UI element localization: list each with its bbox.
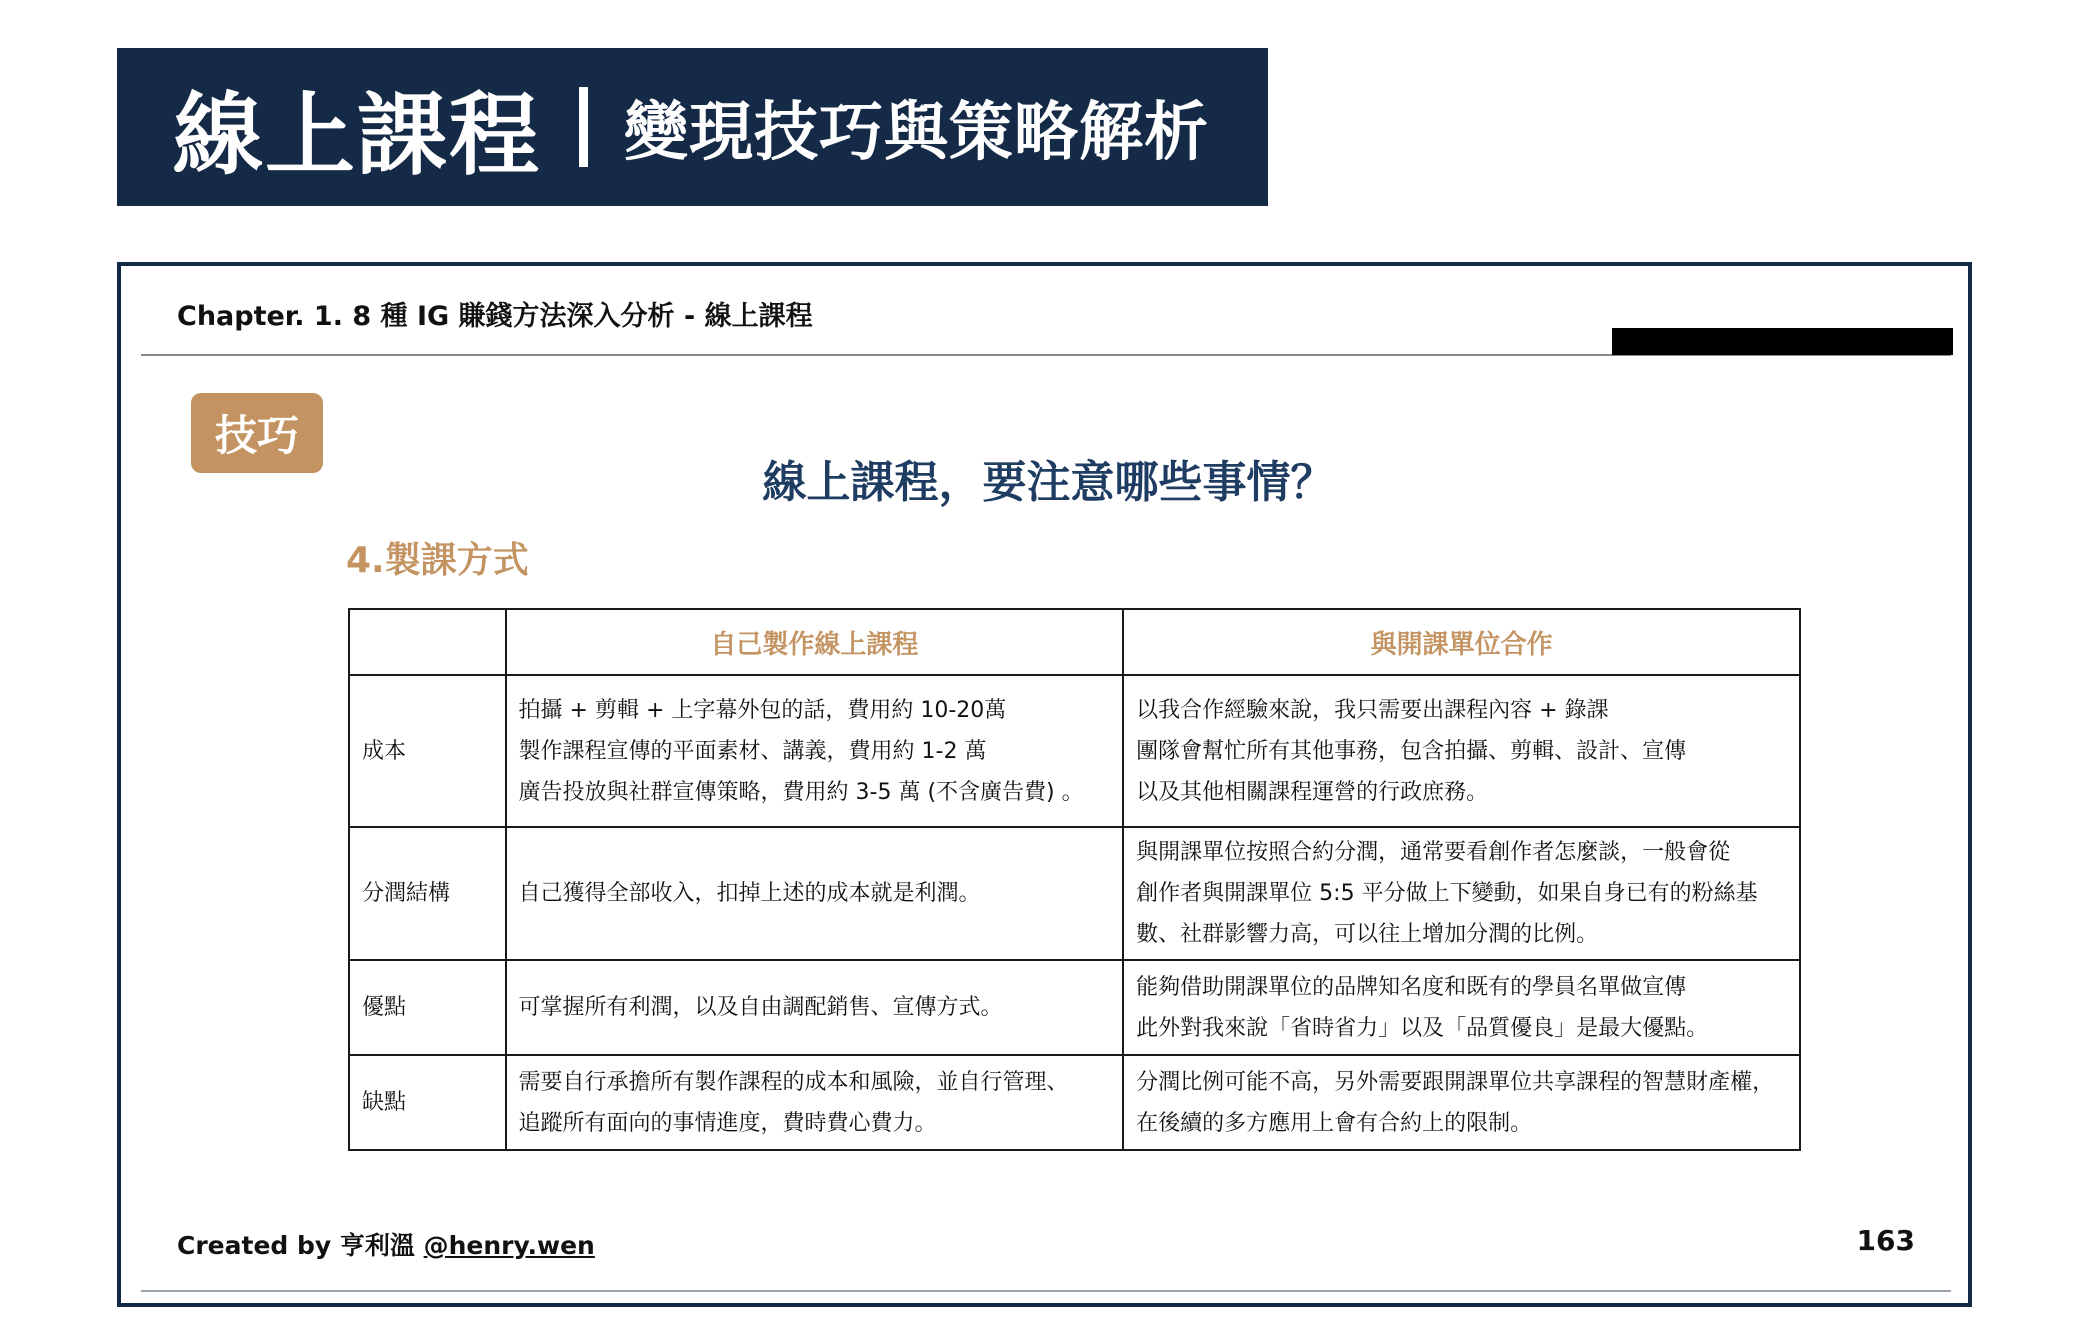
cell-partner-revenue-share: [1123, 827, 1800, 960]
header-cell-self: 自己製作線上課程: [506, 609, 1124, 675]
cell-line: 與開課單位按照合約分潤，通常要看創作者怎麼談，一般會從: [1136, 840, 1731, 865]
table-header-row: [349, 609, 1800, 675]
cell-line: 團隊會幫忙所有其他事務，包含拍攝、剪輯、設計、宣傳: [1136, 738, 1687, 764]
cell-line: 需要自行承擔所有製作課程的成本和風險，並自行管理、: [518, 1069, 1069, 1095]
footer-credit: [177, 1226, 595, 1262]
cell-partner-pros: [1123, 960, 1800, 1055]
cell-line: 可掌握所有利潤，以及自由調配銷售、宣傳方式。: [518, 995, 1003, 1020]
row-label-pros: 優點: [349, 960, 506, 1055]
cell-partner-cost: [1123, 675, 1800, 827]
slide-title: 線上課程，要注意哪些事情？: [762, 457, 1335, 508]
table-row: [349, 1055, 1800, 1150]
row-label-cost: 成本: [349, 675, 506, 827]
cell-partner-cons: [1123, 1055, 1800, 1150]
title-banner: [117, 48, 1268, 206]
comparison-table: [348, 608, 1801, 1151]
table-row: [349, 675, 1800, 827]
cell-line: 廣告投放與社群宣傳策略，費用約 3-5 萬 (不含廣告費) 。: [518, 779, 1084, 805]
cell-self-cons: [506, 1055, 1124, 1150]
tip-badge: 技巧: [191, 393, 323, 473]
row-label-cons: 缺點: [349, 1055, 506, 1150]
cell-line: 創作者與開課單位 5:5 平分做上下變動，如果自身已有的粉絲基: [1136, 881, 1758, 906]
cell-line: 數、社群影響力高，可以往上增加分潤的比例。: [1136, 922, 1599, 947]
cell-self-pros: [506, 960, 1124, 1055]
cell-line: 拍攝 + 剪輯 + 上字幕外包的話，費用約 10-20萬: [518, 697, 1007, 723]
footer-created-by: Created by 亨利溫: [177, 1231, 424, 1260]
header-accent-bar: [1612, 328, 1953, 355]
page-number: 163: [1856, 1224, 1915, 1257]
table-row: [349, 960, 1800, 1055]
cell-line: 追蹤所有面向的事情進度，費時費心費力。: [518, 1110, 937, 1136]
banner-title: 線上課程: [173, 83, 541, 188]
chapter-heading: Chapter. 1. 8 種 IG 賺錢方法深入分析 - 線上課程: [177, 301, 813, 332]
cell-line: 以及其他相關課程運營的行政庶務。: [1136, 779, 1489, 805]
cell-self-cost: [506, 675, 1124, 827]
cell-line: 自己獲得全部收入，扣掉上述的成本就是利潤。: [518, 881, 981, 906]
banner-separator: [579, 87, 588, 167]
section-heading: 4.製課方式: [346, 540, 529, 581]
slide-page: [117, 262, 1972, 1307]
cell-line: 以我合作經驗來說，我只需要出課程內容 + 錄課: [1136, 697, 1609, 723]
cell-line: 製作課程宣傳的平面素材、講義，費用約 1-2 萬: [518, 738, 987, 764]
banner-subtitle: 變現技巧與策略解析: [624, 96, 1209, 170]
cell-line: 分潤比例可能不高，另外需要跟開課單位共享課程的智慧財產權，: [1136, 1069, 1775, 1095]
cell-line: 能夠借助開課單位的品牌知名度和既有的學員名單做宣傳: [1136, 974, 1687, 1000]
cell-self-revenue-share: [506, 827, 1124, 960]
row-label-revenue-share: 分潤結構: [349, 827, 506, 960]
footer-handle-link[interactable]: @henry.wen: [423, 1231, 595, 1260]
header-cell-partner: 與開課單位合作: [1123, 609, 1800, 675]
header-cell-empty: [349, 609, 506, 675]
cell-line: 在後續的多方應用上會有合約上的限制。: [1136, 1110, 1533, 1136]
cell-line: 此外對我來說「省時省力」以及「品質優良」是最大優點。: [1136, 1015, 1709, 1041]
footer-divider: [141, 1290, 1951, 1292]
table-row: [349, 827, 1800, 960]
